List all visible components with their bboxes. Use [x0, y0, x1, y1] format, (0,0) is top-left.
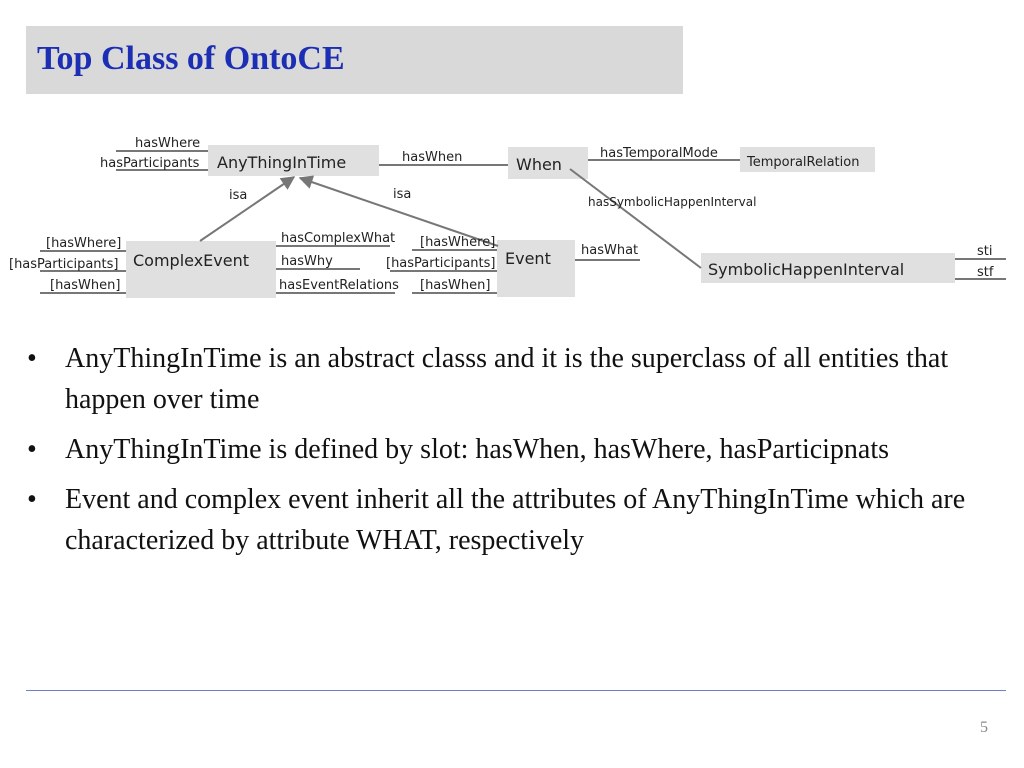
ce-has-complex-what-label: hasComplexWhat [281, 231, 396, 246]
page-number: 5 [980, 719, 988, 736]
bullet-item [24, 429, 994, 470]
ce-has-participants-label: [hasParticipants] [9, 257, 119, 272]
has-symbolic-happen-interval-label: hasSymbolicHappenInterval [588, 195, 757, 209]
ontology-diagram [0, 125, 1024, 315]
any-thing-in-time-label: AnyThingInTime [217, 153, 347, 172]
ev-has-participants-label: [hasParticipants] [386, 256, 496, 271]
bullet-text: AnyThingInTime is defined by slot: hasWhen, hasWhere, hasParticipnats [65, 434, 890, 465]
has-when-label: hasWhen [402, 150, 463, 165]
title-banner [26, 26, 683, 94]
ce-has-where-label: [hasWhere] [46, 236, 122, 251]
isa-complex-label: isa [229, 188, 248, 203]
isa-event-label: isa [393, 187, 412, 202]
slide-title: Top Class of OntoCE [37, 40, 345, 77]
isa-complex-arrow [200, 177, 294, 241]
bullet-item [24, 338, 994, 420]
any-has-participants-label: hasParticipants [100, 156, 200, 171]
bullet-marker: • [27, 484, 37, 515]
ev-has-what-label: hasWhat [581, 243, 639, 258]
has-temporal-mode-label: hasTemporalMode [600, 146, 718, 161]
stf-label: stf [977, 265, 994, 280]
ce-has-why-label: hasWhy [281, 254, 333, 269]
complex-event-label: ComplexEvent [133, 251, 250, 270]
event-label: Event [505, 249, 551, 268]
bullet-text: Event and complex event inherit all the attributes of AnyThingInTime which are characterized by attribute WHAT, respectively [65, 484, 966, 556]
bullet-list [24, 338, 994, 570]
sti-label: sti [977, 244, 993, 259]
ev-has-when-label: [hasWhen] [420, 278, 491, 293]
ev-has-where-label: [hasWhere] [420, 235, 496, 250]
symbolic-happen-interval-label: SymbolicHappenInterval [708, 260, 905, 279]
bullet-marker: • [27, 343, 37, 374]
bullet-text: AnyThingInTime is an abstract classs and it is the superclass of all entities that happen over time [65, 343, 949, 415]
ce-has-when-label: [hasWhen] [50, 278, 121, 293]
bullet-marker: • [27, 434, 37, 465]
when-label: When [516, 155, 562, 174]
temporal-relation-label: TemporalRelation [747, 155, 860, 170]
any-has-where-label: hasWhere [135, 136, 201, 151]
bullet-item [24, 479, 994, 561]
ce-has-event-relations-label: hasEventRelations [279, 278, 399, 293]
footer-divider [26, 690, 1006, 691]
